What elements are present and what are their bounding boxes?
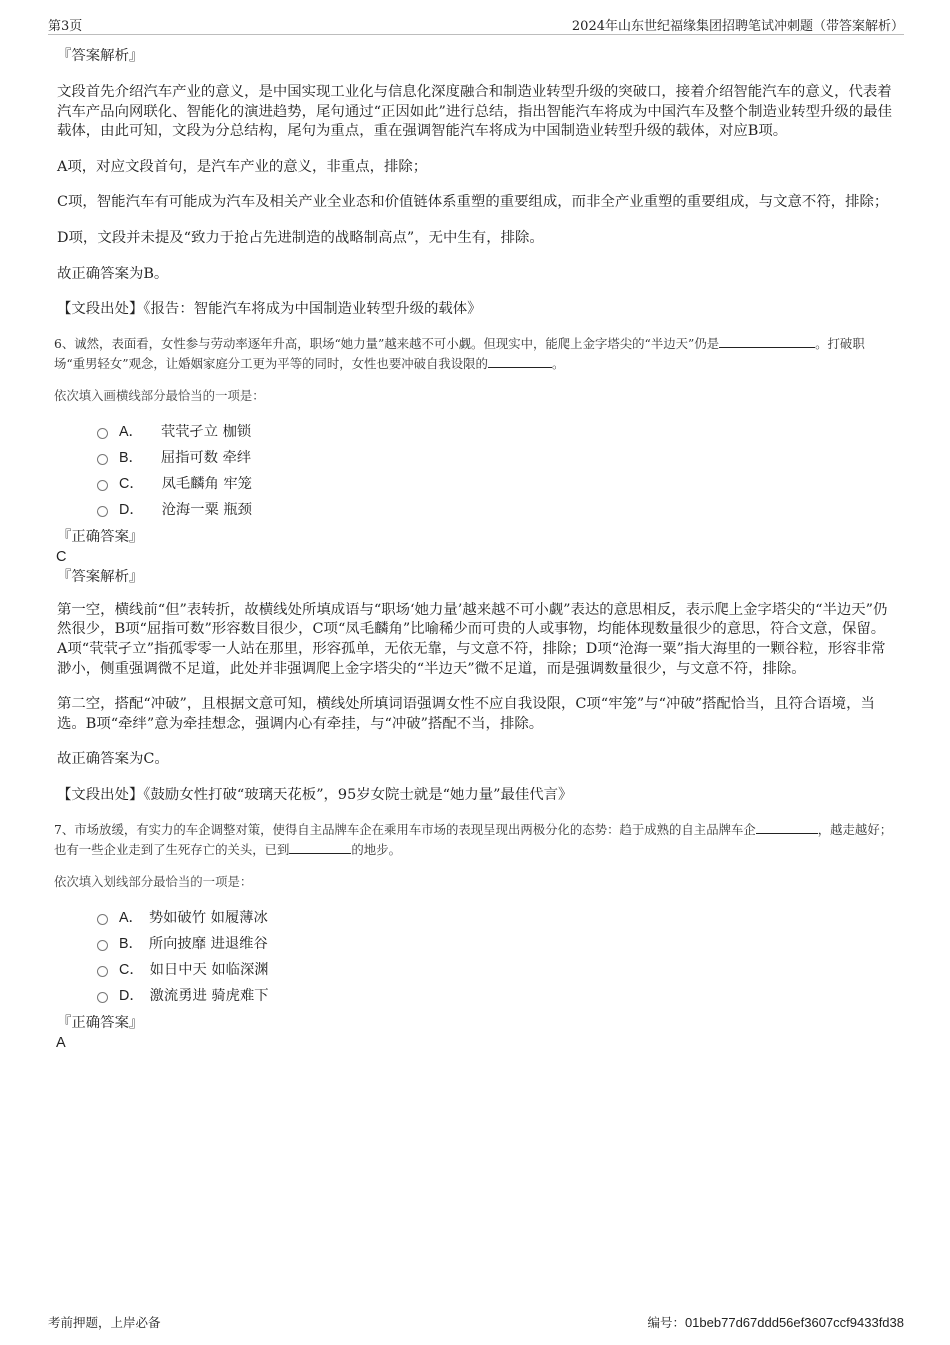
q5-source: 【文段出处】《报告：智能汽车将成为中国制造业转型升级的载体》: [57, 301, 482, 318]
option-text: 沧海一粟 瓶颈: [161, 501, 252, 518]
radio-icon[interactable]: [97, 940, 108, 951]
q6-options: [97, 419, 893, 523]
q6-instruction: 依次填入画横线部分最恰当的一项是：: [54, 387, 265, 403]
option-letter: A．: [119, 423, 143, 440]
q6-option-b[interactable]: [97, 445, 893, 471]
q5-conclusion: 故正确答案为B。: [57, 265, 169, 282]
footer-slogan: 考前押题，上岸必备: [48, 1315, 161, 1330]
footer-code: [647, 1313, 904, 1331]
q6-correct-tag: 『正确答案』: [57, 528, 144, 545]
option-text: 茕茕孑立 枷锁: [160, 423, 252, 440]
q6-blank-1: [719, 334, 815, 348]
q7-blank-1: [756, 820, 818, 834]
footer-code-value: 01beb77d67ddd56ef3607ccf9433fd38: [684, 1315, 904, 1330]
page-footer: [48, 1313, 904, 1331]
q7-stem-part-1: 7、市场放缓，有实力的车企调整对策，使得自主品牌车企在乘用车市场的表现呈现出两极分化的态势：趋于成熟的自主品牌车企: [54, 821, 756, 837]
q6-option-c[interactable]: [97, 471, 893, 497]
radio-icon[interactable]: [97, 428, 108, 439]
page-header: [48, 14, 904, 35]
page-content: [54, 44, 893, 1053]
option-letter: B．: [119, 449, 143, 466]
option-letter: C．: [119, 475, 144, 492]
q6-stem-part-2: 。打破职场“重男轻女”观念，让婚姻家庭分工更为平等的同时，女性也要冲破自我设限的: [54, 335, 865, 372]
q7-stem-part-2: ，越走越好；也有一些企业走到了生死存亡的关头，已到: [54, 821, 893, 857]
option-text: 屈指可数 牵绊: [160, 449, 252, 466]
option-text: 凤毛麟角 牢笼: [161, 475, 252, 492]
q7-option-c[interactable]: [97, 957, 893, 983]
option-letter: A．: [119, 909, 143, 926]
q6-option-d[interactable]: [97, 497, 893, 523]
radio-icon[interactable]: [97, 454, 108, 465]
q7-option-a[interactable]: [97, 905, 893, 931]
q7-option-d[interactable]: [97, 983, 893, 1009]
q6-analysis-paragraph-2: 第二空，搭配“冲破”，且根据文意可知，横线处所填词语强调女性不应自我设限，C项“牢笼”与“冲破”搭配恰当，且符合语境，当选。B项“牵绊”意为牵挂想念，强调内心有牵挂，与“冲破”搭配不当，排除。: [57, 696, 875, 732]
q6-source: 【文段出处】《鼓励女性打破“玻璃天花板”，95岁女院士就是“她力量”最佳代言》: [57, 786, 573, 803]
q7-stem: [54, 820, 893, 861]
q7-options: [97, 905, 893, 1009]
q7-stem-part-3: 的地步。: [351, 842, 401, 857]
q7-option-b[interactable]: [97, 931, 893, 957]
q6-conclusion: 故正确答案为C。: [57, 751, 169, 768]
q7-correct-answer: A: [56, 1034, 66, 1051]
q7-blank-2: [289, 840, 351, 854]
option-text: 所向披靡 进退维谷: [148, 935, 268, 952]
q5-analysis-tag: 『答案解析』: [57, 48, 144, 64]
q6-analysis-paragraph-1: 第一空，横线前“但”表转折，故横线处所填成语与“职场‘她力量’越来越不可小觑”表达的意思相反，表示爬上金字塔尖的“半边天”仍然很少，B项“屈指可数”形容数目很少，C项“凤毛麟角”比喻稀少而可贵的人或事物，均能体现数量很少的意思，符合文意，保留。A项“茕茕孑立”指孤零零一人站在那里，形容孤单，无依无靠，与文意不符，排除；D项“沧海一粟”指大海里的一颗谷粒，形容非常渺小，侧重强调微不足道，此处并非强调爬上金字塔尖的“半边天”微不足道，而是强调数量很少，与文意不符，排除。: [57, 601, 888, 677]
radio-icon[interactable]: [97, 966, 108, 977]
option-letter: B．: [119, 935, 143, 952]
q6-analysis-tag: 『答案解析』: [57, 568, 144, 585]
document-title: 2024年山东世纪福缘集团招聘笔试冲刺题（带答案解析）: [571, 19, 904, 34]
q6-option-a[interactable]: [97, 419, 893, 445]
q6-blank-2: [488, 354, 552, 368]
radio-icon[interactable]: [97, 914, 108, 925]
q5-analysis-paragraph-2: A项，对应文段首句，是汽车产业的意义，非重点，排除；: [57, 158, 428, 175]
q5-analysis-paragraph-3: C项，智能汽车有可能成为汽车及相关产业全业态和价值链体系重塑的重要组成，而非全产业重塑的重要组成，与文意不符，排除；: [57, 194, 889, 211]
q7-correct-tag: 『正确答案』: [57, 1014, 144, 1031]
radio-icon[interactable]: [97, 506, 108, 517]
q5-analysis-paragraph-1: 文段首先介绍汽车产业的意义，是中国实现工业化与信息化深度融合和制造业转型升级的突破口，接着介绍智能汽车的意义，代表着汽车产品向网联化、智能化的演进趋势，尾句通过“正因如此”进行总结，指出智能汽车将成为中国汽车及整个制造业转型升级的最佳载体，由此可知，文段为分总结构，尾句为重点，重在强调智能汽车将成为中国制造业转型升级的载体，对应B项。: [57, 84, 892, 140]
page-number: 第3页: [48, 19, 83, 34]
option-letter: D．: [119, 501, 144, 518]
q6-stem: [54, 334, 893, 375]
q6-correct-answer: C: [56, 548, 67, 565]
q6-stem-part-3: 。: [551, 356, 565, 372]
radio-icon[interactable]: [97, 992, 108, 1003]
q6-stem-part-1: 6、诚然，表面看，女性参与劳动率逐年升高，职场“她力量”越来越不可小觑。但现实中，能爬上金字塔尖的“半边天”仍是: [54, 335, 720, 351]
footer-code-label: 编号：: [647, 1315, 685, 1330]
option-text: 激流勇进 骑虎难下: [149, 987, 269, 1004]
option-text: 势如破竹 如履薄冰: [148, 909, 268, 926]
radio-icon[interactable]: [97, 480, 108, 491]
option-letter: C．: [119, 961, 144, 978]
option-letter: D．: [119, 987, 144, 1004]
option-text: 如日中天 如临深渊: [149, 961, 269, 978]
q5-analysis-paragraph-4: D项，文段并未提及“致力于抢占先进制造的战略制高点”，无中生有，排除。: [57, 229, 544, 246]
q7-instruction: 依次填入划线部分最恰当的一项是：: [54, 873, 253, 889]
